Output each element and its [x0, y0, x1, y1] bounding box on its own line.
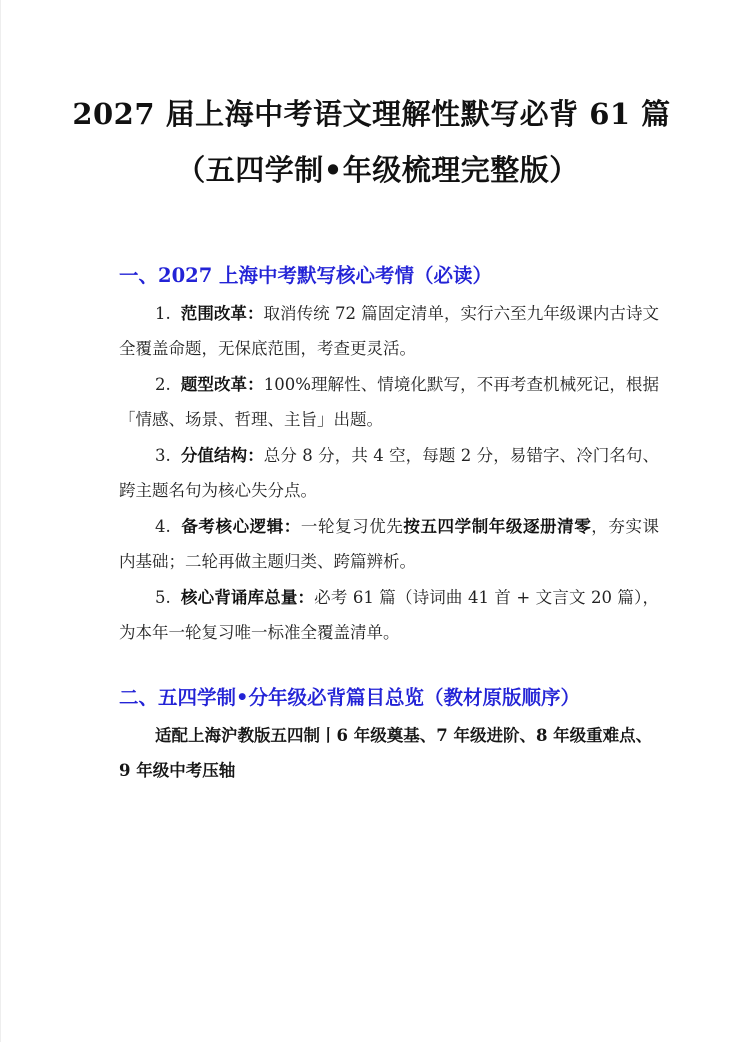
item-number: 1.: [155, 304, 171, 323]
item-label: 范围改革：: [180, 304, 264, 323]
item-label: 分值结构：: [180, 446, 264, 465]
item-text: 总分 8 分，共 4 空，每题 2 分，易错字、冷门名句、跨主题名句为核心失分点。: [119, 446, 660, 500]
section-heading-grade-overview: 二、五四学制•分年级必背篇目总览（教材原版顺序）: [119, 686, 580, 709]
item-text: 100%理解性、情境化默写，不再考查机械死记，根据「情感、场景、哲理、主旨」出题。: [119, 375, 660, 429]
section-intro: 适配上海沪教版五四制丨6 年级奠基、7 年级进阶、8 年级重难点、9 年级中考压轴: [119, 726, 653, 780]
item-label: 题型改革：: [180, 375, 264, 394]
list-item: [119, 296, 659, 366]
section-heading-exam-overview: 一、2027 上海中考默写核心考情（必读）: [119, 264, 493, 287]
item-number: 5.: [155, 588, 171, 607]
item-text-after: ，夯实课内基础；二轮再做主题归类、跨篇辨析。: [119, 517, 660, 571]
item-number: 4.: [155, 517, 171, 536]
list-item: [119, 367, 659, 437]
list-item: [119, 438, 659, 508]
item-number: 2.: [155, 375, 171, 394]
item-text: 必考 61 篇（诗词曲 41 首 + 文言文 20 篇），为本年一轮复习唯一标准全覆盖清单。: [119, 588, 659, 642]
item-number: 3.: [155, 446, 171, 465]
list-item: [119, 580, 659, 650]
item-text: 一轮复习优先: [300, 517, 404, 536]
list-item: [119, 509, 659, 579]
document-subtitle: （五四学制•年级梳理完整版）: [176, 153, 579, 187]
item-text: 取消传统 72 篇固定清单，实行六至九年级课内古诗文全覆盖命题，无保底范围，考查更灵活。: [119, 304, 659, 358]
document-title: 2027 届上海中考语文理解性默写必背 61 篇: [72, 97, 671, 131]
item-label: 核心背诵库总量：: [180, 588, 315, 607]
item-emphasis: 按五四学制年级逐册清零: [403, 517, 592, 536]
item-label: 备考核心逻辑：: [180, 517, 301, 536]
